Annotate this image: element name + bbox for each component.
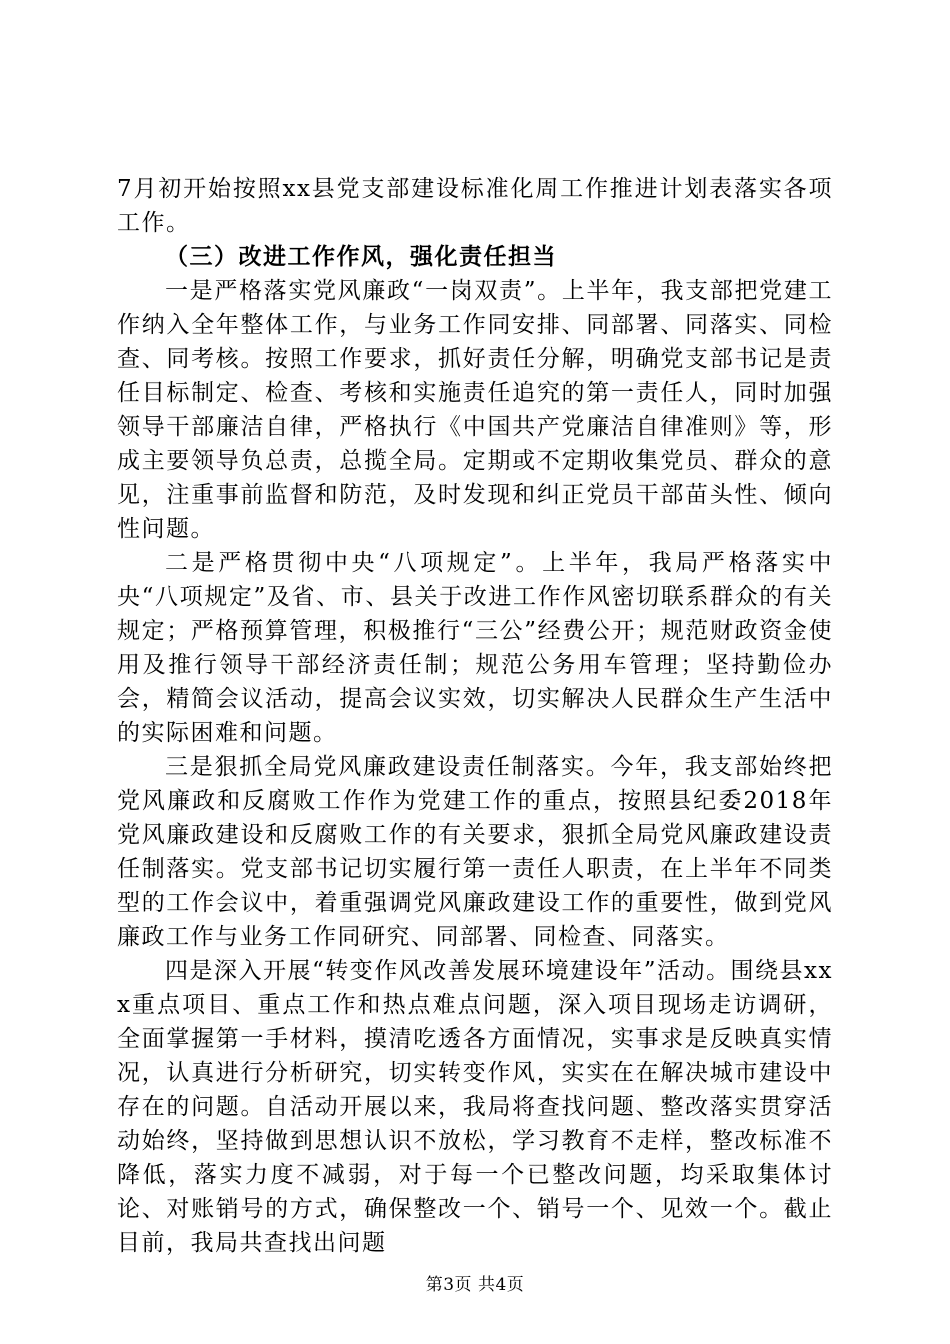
paragraph-item-3: 三是狠抓全局党风廉政建设责任制落实。今年，我支部始终把党风廉政和反腐败工作作为党建工作的重点，按照县纪委2018年党风廉政建设和反腐败工作的有关要求，狠抓全局党风廉政建设责任制落实。党支部书记切实履行第一责任人职责，在上半年不同类型的工作会议中，着重强调党风廉政建设工作的重要性，做到党风廉政工作与业务工作同研究、同部署、同检查、同落实。 <box>117 754 833 950</box>
document-body <box>117 172 833 1260</box>
section-heading: （三）改进工作作风，强化责任担当 <box>165 244 557 270</box>
paragraph-item-1: 一是严格落实党风廉政“一岗双责”。上半年，我支部把党建工作纳入全年整体工作，与业务工作同安排、同部署、同落实、同检查、同考核。按照工作要求，抓好责任分解，明确党支部书记是责任目标制定、检查、考核和实施责任追究的第一责任人，同时加强领导干部廉洁自律，严格执行《中国共产党廉洁自律准则》等，形成主要领导负总责，总揽全局。定期或不定期收集党员、群众的意见，注重事前监督和防范，及时发现和纠正党员干部苗头性、倾向性问题。 <box>117 278 833 542</box>
paragraph-item-2: 二是严格贯彻中央“八项规定”。上半年，我局严格落实中央“八项规定”及省、市、县关于改进工作作风密切联系群众的有关规定；严格预算管理，积极推行“三公”经费公开；规范财政资金使用及推行领导干部经济责任制；规范公务用车管理；坚持勤俭办会，精简会议活动，提高会议实效，切实解决人民群众生产生活中的实际困难和问题。 <box>117 550 833 746</box>
page-number-footer: 第3页 共4页 <box>425 1275 525 1295</box>
paragraph-continuation: 7月初开始按照xx县党支部建设标准化周工作推进计划表落实各项工作。 <box>117 176 833 236</box>
paragraph-item-4: 四是深入开展“转变作风改善发展环境建设年”活动。围绕县xxx重点项目、重点工作和热点难点问题，深入项目现场走访调研，全面掌握第一手材料，摸清吃透各方面情况，实事求是反映真实情况，认真进行分析研究，切实转变作风，实实在在解决城市建设中存在的问题。自活动开展以来，我局将查找问题、整改落实贯穿活动始终，坚持做到思想认识不放松，学习教育不走样，整改标准不降低，落实力度不减弱，对于每一个已整改问题，均采取集体讨论、对账销号的方式，确保整改一个、销号一个、见效一个。截止目前，我局共查找出问题 <box>117 958 833 1256</box>
